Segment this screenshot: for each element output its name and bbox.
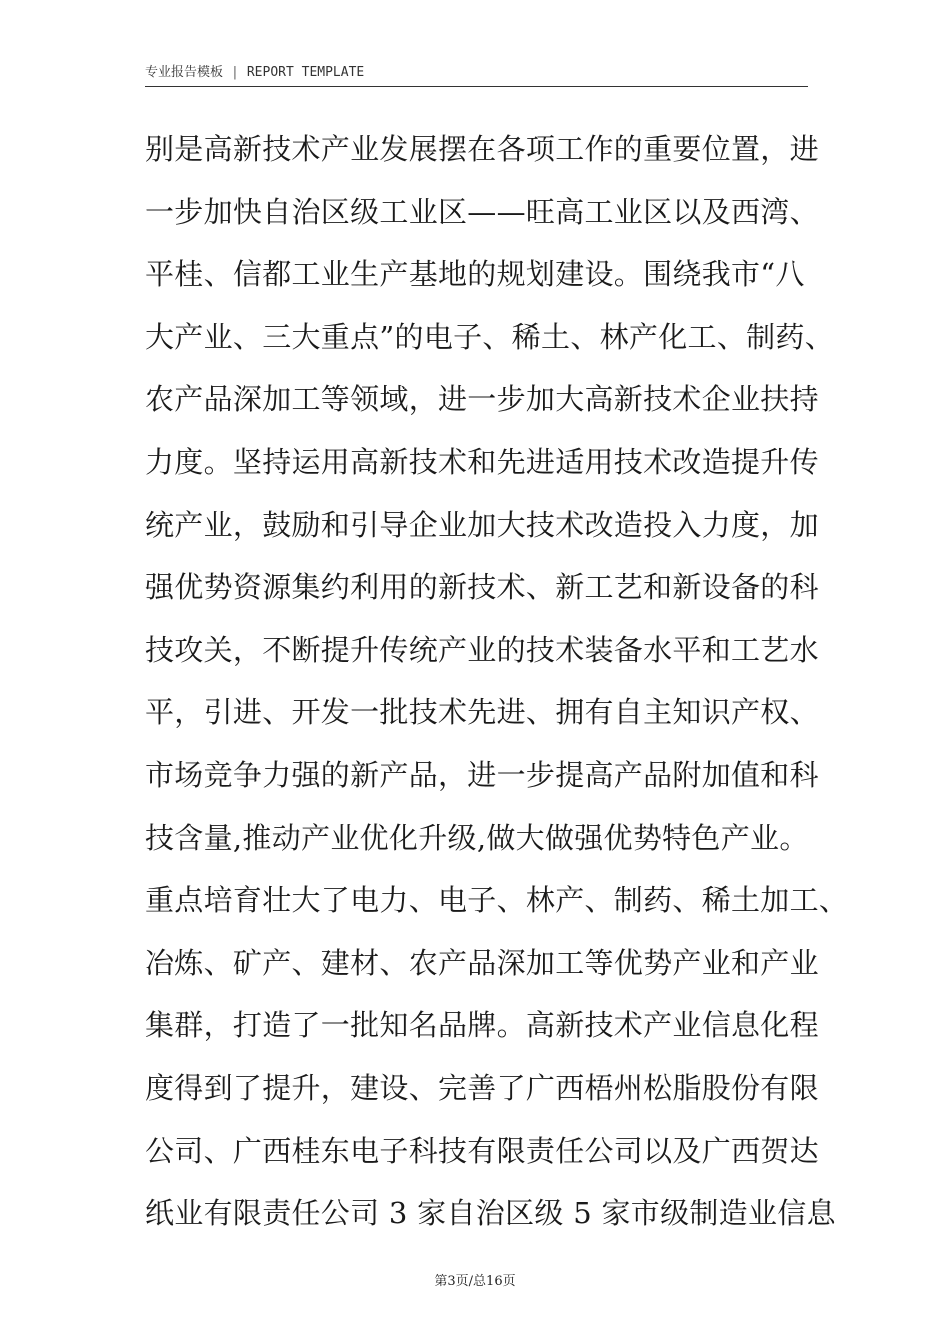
text-line: 度得到了提升，建设、完善了广西梧州松脂股份有限 [145,1070,819,1105]
body-paragraph [145,118,849,1245]
header-separator: | [231,65,239,80]
text-line: 力度。坚持运用高新技术和先进适用技术改造提升传 [145,444,819,479]
page-number: 第3页/总16页 [434,1274,516,1289]
page-header [145,62,808,87]
text-line: 集群，打造了一批知名品牌。高新技术产业信息化程 [145,1008,819,1043]
page-footer [0,1270,950,1289]
text-line: 大产业、三大重点”的电子、稀土、林产化工、制药、 [145,319,835,354]
text-line: 农产品深加工等领域，进一步加大高新技术企业扶持 [145,382,819,417]
text-line: 平，引进、开发一批技术先进、拥有自主知识产权、 [145,695,819,730]
text-line: 一步加快自治区级工业区——旺高工业区以及西湾、 [145,194,819,229]
text-line: 纸业有限责任公司 3 家自治区级 5 家市级制造业信息 [145,1196,836,1231]
text-line: 重点培育壮大了电力、电子、林产、制药、稀土加工、 [145,883,849,918]
text-line: 技攻关，不断提升传统产业的技术装备水平和工艺水 [145,632,819,667]
text-line: 市场竞争力强的新产品，进一步提高产品附加值和科 [145,757,819,792]
header-label-en: REPORT TEMPLATE [246,65,365,80]
text-line: 公司、广西桂东电子科技有限责任公司以及广西贺达 [145,1133,819,1168]
text-line: 别是高新技术产业发展摆在各项工作的重要位置，进 [145,132,819,166]
text-line: 统产业，鼓励和引导企业加大技术改造投入力度，加 [145,507,819,542]
text-line: 技含量,推动产业优化升级,做大做强优势特色产业。 [145,820,809,855]
text-line: 冶炼、矿产、建材、农产品深加工等优势产业和产业 [145,945,819,980]
text-line: 强优势资源集约利用的新技术、新工艺和新设备的科 [145,570,819,605]
text-line: 平桂、信都工业生产基地的规划建设。围绕我市“八 [145,257,805,292]
header-label-cn: 专业报告模板 [145,65,224,80]
